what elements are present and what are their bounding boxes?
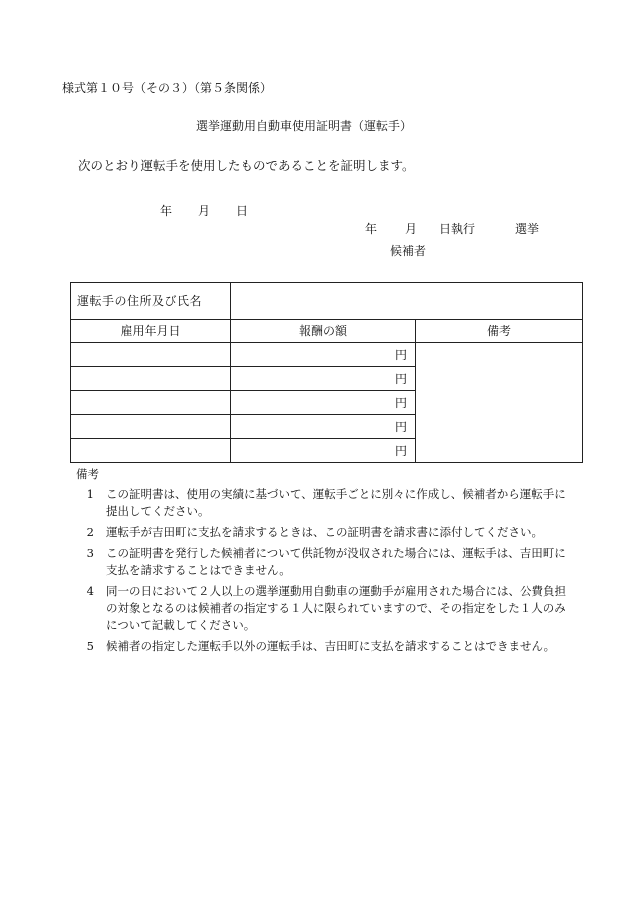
notes-heading: 備考 [76, 467, 99, 481]
list-item [76, 545, 576, 579]
issue-day-label: 日 [236, 204, 249, 218]
issue-date [160, 205, 248, 217]
column-header-compensation: 報酬の額 [231, 320, 416, 343]
table-header-row [71, 320, 583, 343]
compensation-cell[interactable]: 円 [231, 367, 416, 391]
column-header-remarks: 備考 [416, 320, 583, 343]
list-item [76, 486, 576, 520]
table-row [71, 343, 583, 367]
list-item [76, 583, 576, 634]
note-number: 2 [86, 525, 94, 539]
employment-date-cell[interactable] [71, 391, 231, 415]
issue-month-label: 月 [198, 204, 211, 218]
certificate-table [70, 282, 583, 463]
employment-date-cell[interactable] [71, 415, 231, 439]
document-title: 選挙運動用自動車使用証明書（運転手） [196, 119, 413, 133]
election-label: 選挙 [515, 222, 540, 236]
note-number: 5 [86, 639, 94, 653]
driver-name-field[interactable] [231, 283, 583, 320]
election-year-label: 年 [365, 222, 378, 236]
column-header-employment-date: 雇用年月日 [71, 320, 231, 343]
note-text: 運転手が吉田町に支払を請求するときは、この証明書を請求書に添付してください。 [106, 525, 543, 539]
compensation-cell[interactable]: 円 [231, 415, 416, 439]
list-item [76, 638, 576, 655]
list-item [76, 524, 576, 541]
form-number: 様式第１０号（その３）（第５条関係） [62, 81, 273, 95]
note-number: 3 [86, 546, 94, 560]
election-day-held-label: 日執行 [439, 222, 476, 236]
driver-name-label: 運転手の住所及び氏名 [71, 283, 231, 320]
note-number: 1 [86, 487, 94, 501]
election-month-label: 月 [405, 222, 418, 236]
note-text: この証明書を発行した候補者について供託物が没収された場合には、運転手は、吉田町に支払を請求することはできません。 [106, 546, 566, 577]
issue-year-label: 年 [160, 204, 173, 218]
employment-date-cell[interactable] [71, 367, 231, 391]
certification-statement: 次のとおり運転手を使用したものであることを証明します。 [78, 158, 415, 173]
compensation-cell[interactable]: 円 [231, 343, 416, 367]
note-text: 同一の日において２人以上の選挙運動用自動車の運動手が雇用された場合には、公費負担の対象となるのは候補者の指定する１人に限られていますので、その指定をした１人のみについて記載してください。 [106, 584, 566, 632]
remarks-cell[interactable] [416, 343, 583, 463]
election-line [365, 223, 539, 235]
driver-name-row [71, 283, 583, 320]
compensation-cell[interactable]: 円 [231, 391, 416, 415]
compensation-cell[interactable]: 円 [231, 439, 416, 463]
note-text: 候補者の指定した運転手以外の運転手は、吉田町に支払を請求することはできません。 [106, 639, 556, 653]
employment-date-cell[interactable] [71, 343, 231, 367]
note-text: この証明書は、使用の実績に基づいて、運転手ごとに別々に作成し、候補者から運転手に提出してください。 [106, 487, 566, 518]
notes-list [76, 486, 576, 659]
candidate-label: 候補者 [390, 244, 427, 258]
employment-date-cell[interactable] [71, 439, 231, 463]
note-number: 4 [86, 584, 94, 598]
